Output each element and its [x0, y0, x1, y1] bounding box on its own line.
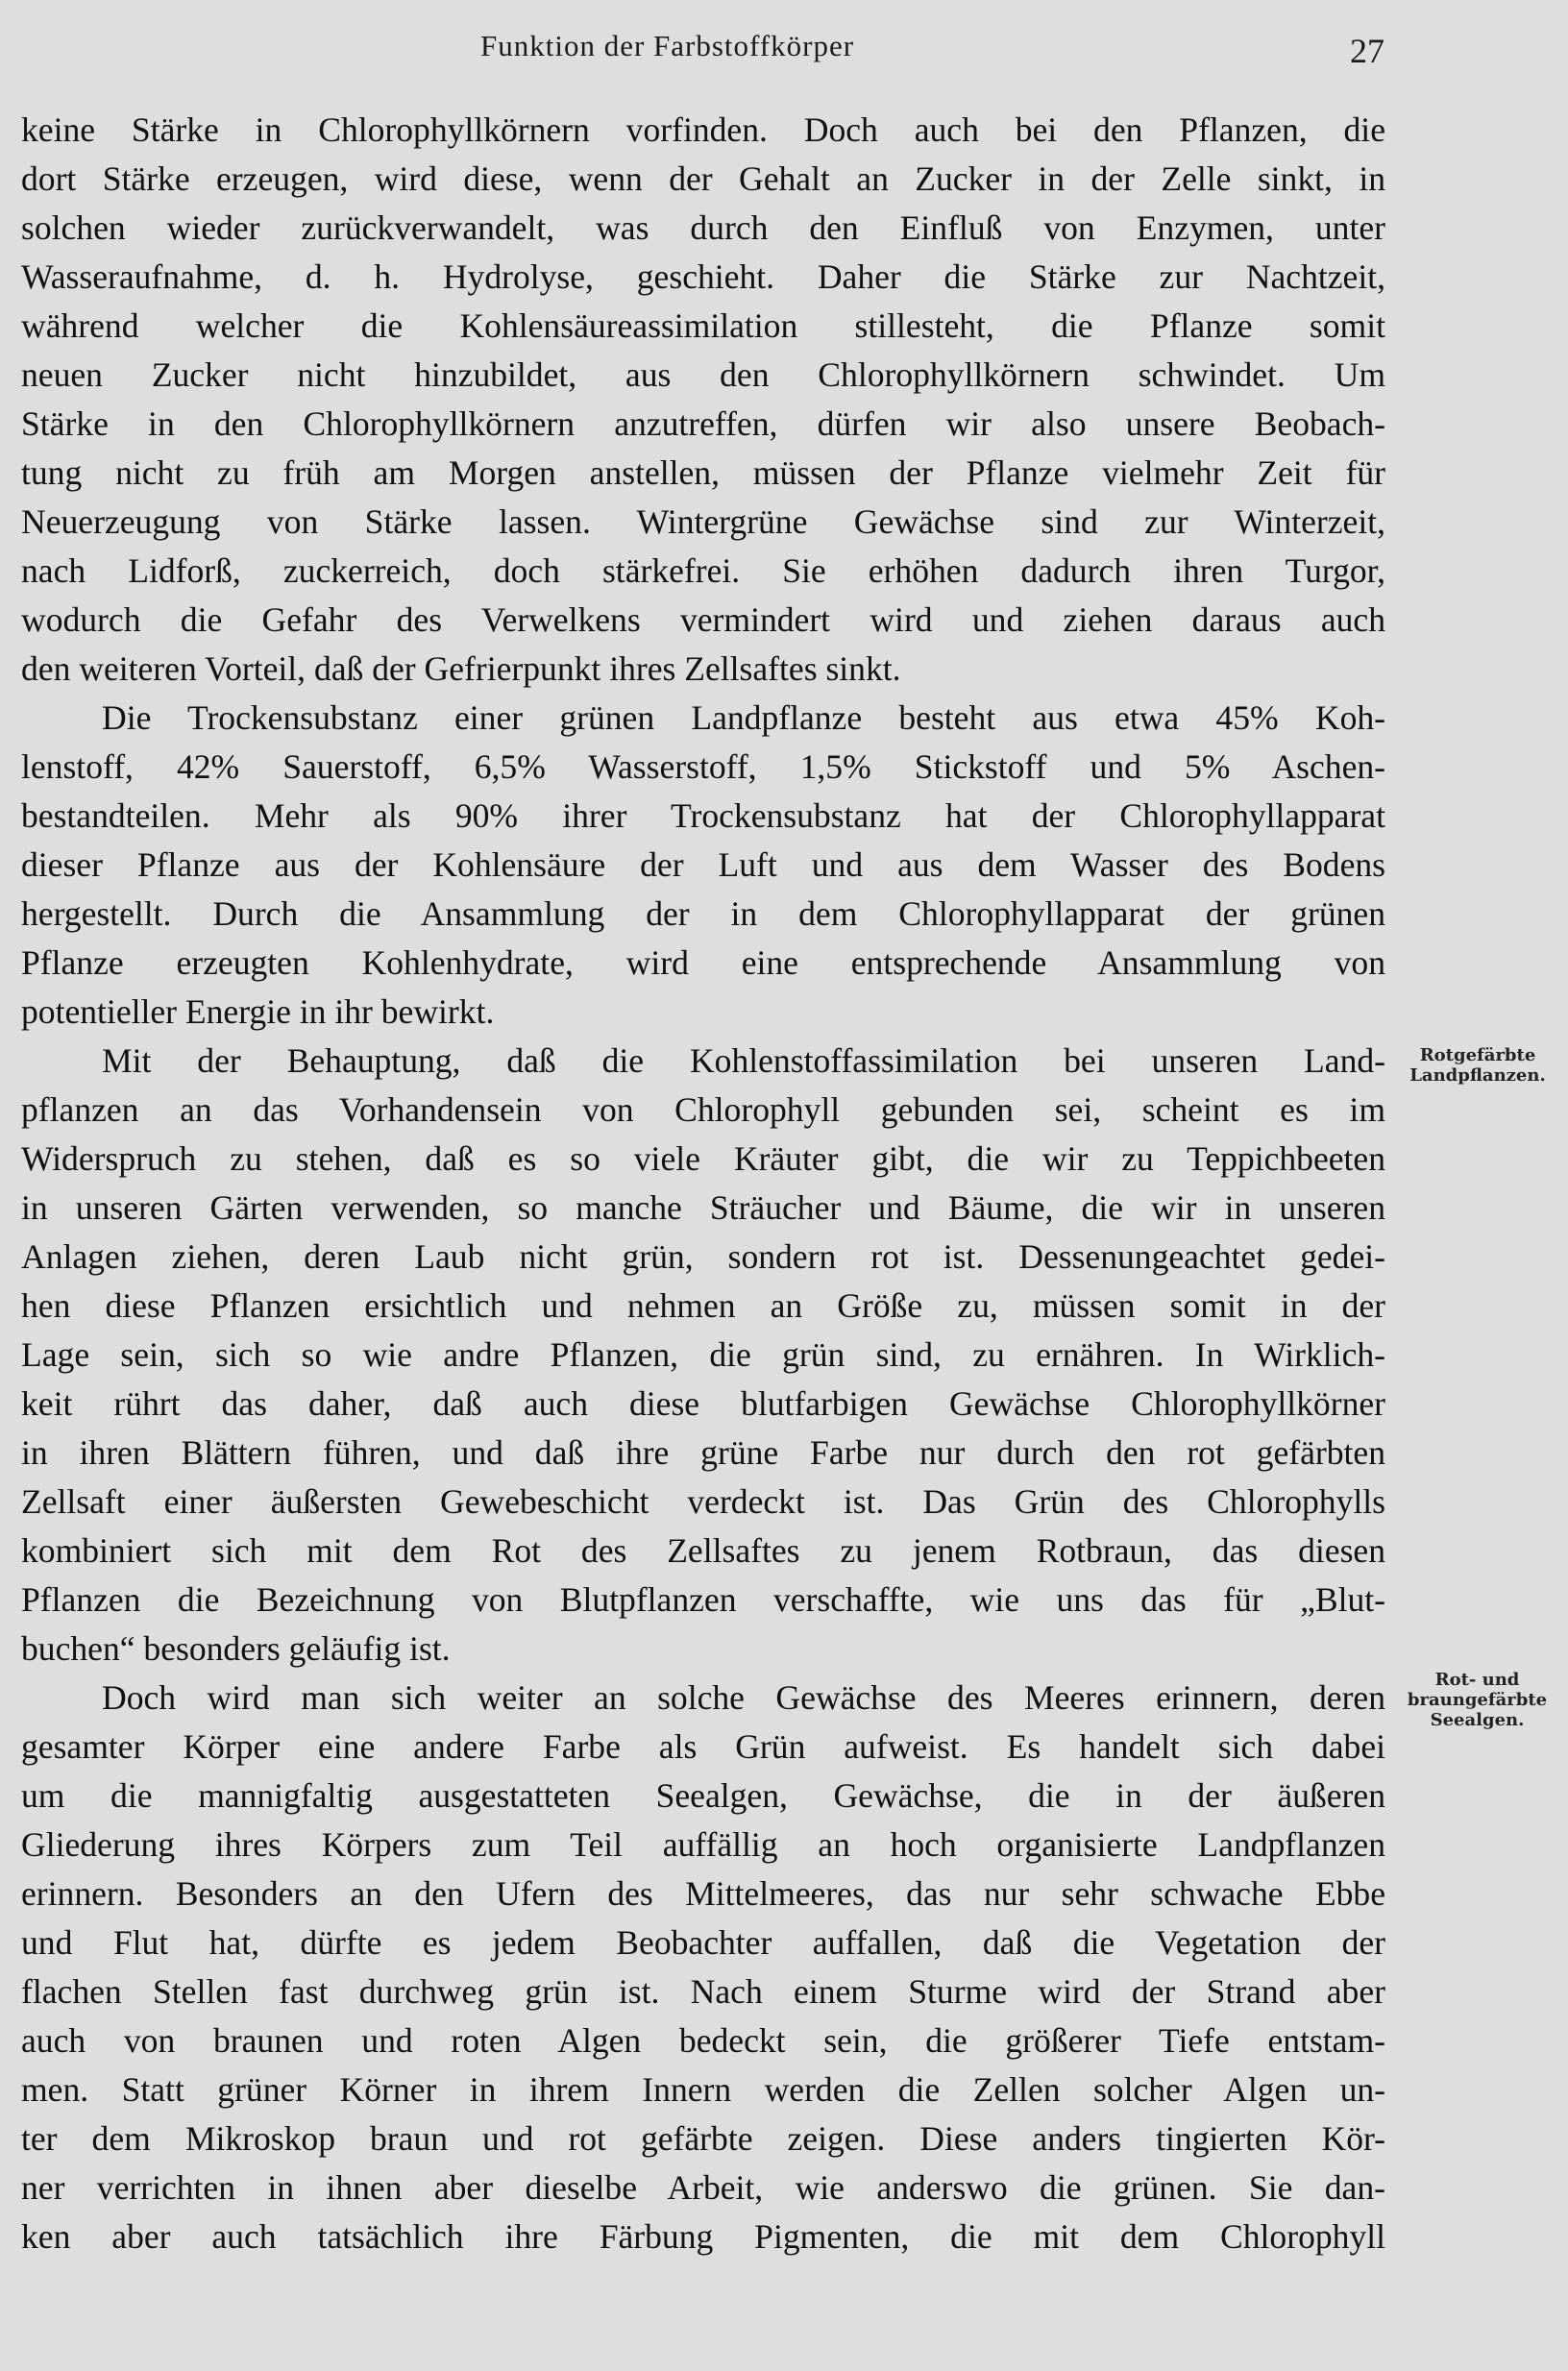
- running-title: Funktion der Farbstoffkörper: [480, 29, 855, 62]
- text-line: keit rührt das daher, daß auch diese blutfarbigen Gewächse Chlorophyllkörner: [21, 1384, 1385, 1423]
- text-line: Neuerzeugung von Stärke lassen. Wintergrüne Gewächse sind zur Winterzeit,: [21, 502, 1385, 541]
- marginal-note-line: braungefärbte: [1407, 1690, 1548, 1710]
- text-line: während welcher die Kohlensäureassimilation stillesteht, die Pflanze somit: [21, 306, 1385, 345]
- text-line: buchen“ besonders geläufig ist.: [21, 1629, 451, 1668]
- text-line: hen diese Pflanzen ersichtlich und nehmen an Größe zu, müssen somit in der: [21, 1286, 1385, 1325]
- text-line: ken aber auch tatsächlich ihre Färbung Pigmenten, die mit dem Chlorophyll: [21, 2217, 1385, 2256]
- text-line: in unseren Gärten verwenden, so manche Sträucher und Bäume, die wir in unseren: [21, 1188, 1385, 1227]
- text-line: bestandteilen. Mehr als 90% ihrer Trockensubstanz hat der Chlorophyllapparat: [21, 796, 1385, 835]
- text-line: den weiteren Vorteil, daß der Gefrierpunkt ihres Zellsaftes sinkt.: [21, 649, 901, 688]
- text-line: men. Statt grüner Körner in ihrem Innern werden die Zellen solcher Algen un-: [21, 2070, 1385, 2109]
- text-line: Doch wird man sich weiter an solche Gewächse des Meeres erinnern, deren: [102, 1678, 1385, 1717]
- text-line: [21, 2261, 1385, 2310]
- text-line: gesamter Körper eine andere Farbe als Grün aufweist. Es handelt sich dabei: [21, 1727, 1385, 1766]
- running-head: [0, 29, 1568, 75]
- text-line: solchen wieder zurückverwandelt, was durch den Einfluß von Enzymen, unter: [21, 208, 1385, 247]
- text-line: in ihren Blättern führen, und daß ihre grüne Farbe nur durch den rot gefärbten: [21, 1433, 1385, 1472]
- text-line: pflanzen an das Vorhandensein von Chlorophyll gebunden sei, scheint es im: [21, 1090, 1385, 1129]
- text-line: Pflanzen die Bezeichnung von Blutpflanzen verschaffte, wie uns das für „Blut-: [21, 1580, 1385, 1619]
- text-line: Pflanze erzeugten Kohlenhydrate, wird eine entsprechende Ansammlung von: [21, 943, 1385, 982]
- marginal-note-rotgefaerbte-landpflanzen: [1401, 1045, 1555, 1086]
- marginal-note-line: Landpflanzen.: [1409, 1065, 1546, 1086]
- text-line: lenstoff, 42% Sauerstoff, 6,5% Wasserstoff, 1,5% Stickstoff und 5% Aschen-: [21, 747, 1385, 786]
- text-line: dieser Pflanze aus der Kohlensäure der Luft und aus dem Wasser des Bodens: [21, 845, 1385, 884]
- text-line: Widerspruch zu stehen, daß es so viele Kräuter gibt, die wir zu Teppichbeeten: [21, 1139, 1385, 1178]
- marginal-note-line: Seealgen.: [1430, 1710, 1525, 1730]
- text-line: Lage sein, sich so wie andre Pflanzen, die grün sind, zu ernähren. In Wirklich-: [21, 1335, 1385, 1374]
- text-line: auch von braunen und roten Algen bedeckt sein, die größerer Tiefe entstam-: [21, 2021, 1385, 2060]
- text-line: hergestellt. Durch die Ansammlung der in dem Chlorophyllapparat der grünen: [21, 894, 1385, 933]
- text-line: Die Trockensubstanz einer grünen Landpflanze besteht aus etwa 45% Koh-: [102, 698, 1385, 737]
- marginal-note-line: Rot- und: [1434, 1670, 1520, 1690]
- text-line: dort Stärke erzeugen, wird diese, wenn der Gehalt an Zucker in der Zelle sinkt, in: [21, 159, 1385, 198]
- text-line: potentieller Energie in ihr bewirkt.: [21, 992, 495, 1031]
- text-line: wodurch die Gefahr des Verwelkens vermindert wird und ziehen daraus auch: [21, 600, 1385, 639]
- text-line: und Flut hat, dürfte es jedem Beobachter auffallen, daß die Vegetation der: [21, 1923, 1385, 1962]
- text-line: ner verrichten in ihnen aber dieselbe Arbeit, wie anderswo die grünen. Sie dan-: [21, 2168, 1385, 2207]
- text-line: Wasseraufnahme, d. h. Hydrolyse, geschieht. Daher die Stärke zur Nachtzeit,: [21, 257, 1385, 296]
- text-line: flachen Stellen fast durchweg grün ist. Nach einem Sturme wird der Strand aber: [21, 1972, 1385, 2011]
- text-line: Mit der Behauptung, daß die Kohlenstoffassimilation bei unseren Land-: [102, 1041, 1385, 1080]
- marginal-note-seealgen: [1393, 1670, 1561, 1730]
- text-line: kombiniert sich mit dem Rot des Zellsaftes zu jenem Rotbraun, das diesen: [21, 1531, 1385, 1570]
- text-line: Anlagen ziehen, deren Laub nicht grün, sondern rot ist. Dessenungeachtet gedei-: [21, 1237, 1385, 1276]
- text-line: Zellsaft einer äußersten Gewebeschicht verdeckt ist. Das Grün des Chlorophylls: [21, 1482, 1385, 1521]
- text-line: nach Lidforß, zuckerreich, doch stärkefrei. Sie erhöhen dadurch ihren Turgor,: [21, 551, 1385, 590]
- body-text: [21, 106, 1385, 2310]
- text-line: tung nicht zu früh am Morgen anstellen, müssen der Pflanze vielmehr Zeit für: [21, 453, 1385, 492]
- marginal-note-line: Rotgefärbte: [1419, 1045, 1536, 1065]
- text-line: Gliederung ihres Körpers zum Teil auffällig an hoch organisierte Landpflanzen: [21, 1825, 1385, 1864]
- text-line: Stärke in den Chlorophyllkörnern anzutreffen, dürfen wir also unsere Beobach-: [21, 404, 1385, 443]
- page-number: 27: [1350, 32, 1384, 70]
- text-line: um die mannigfaltig ausgestatteten Seealgen, Gewächse, die in der äußeren: [21, 1776, 1385, 1815]
- text-line: keine Stärke in Chlorophyllkörnern vorfinden. Doch auch bei den Pflanzen, die: [21, 110, 1385, 149]
- text-line: neuen Zucker nicht hinzubildet, aus den Chlorophyllkörnern schwindet. Um: [21, 355, 1385, 394]
- text-line: ter dem Mikroskop braun und rot gefärbte zeigen. Diese anders tingierten Kör-: [21, 2119, 1385, 2158]
- text-line: erinnern. Besonders an den Ufern des Mittelmeeres, das nur sehr schwache Ebbe: [21, 1874, 1385, 1913]
